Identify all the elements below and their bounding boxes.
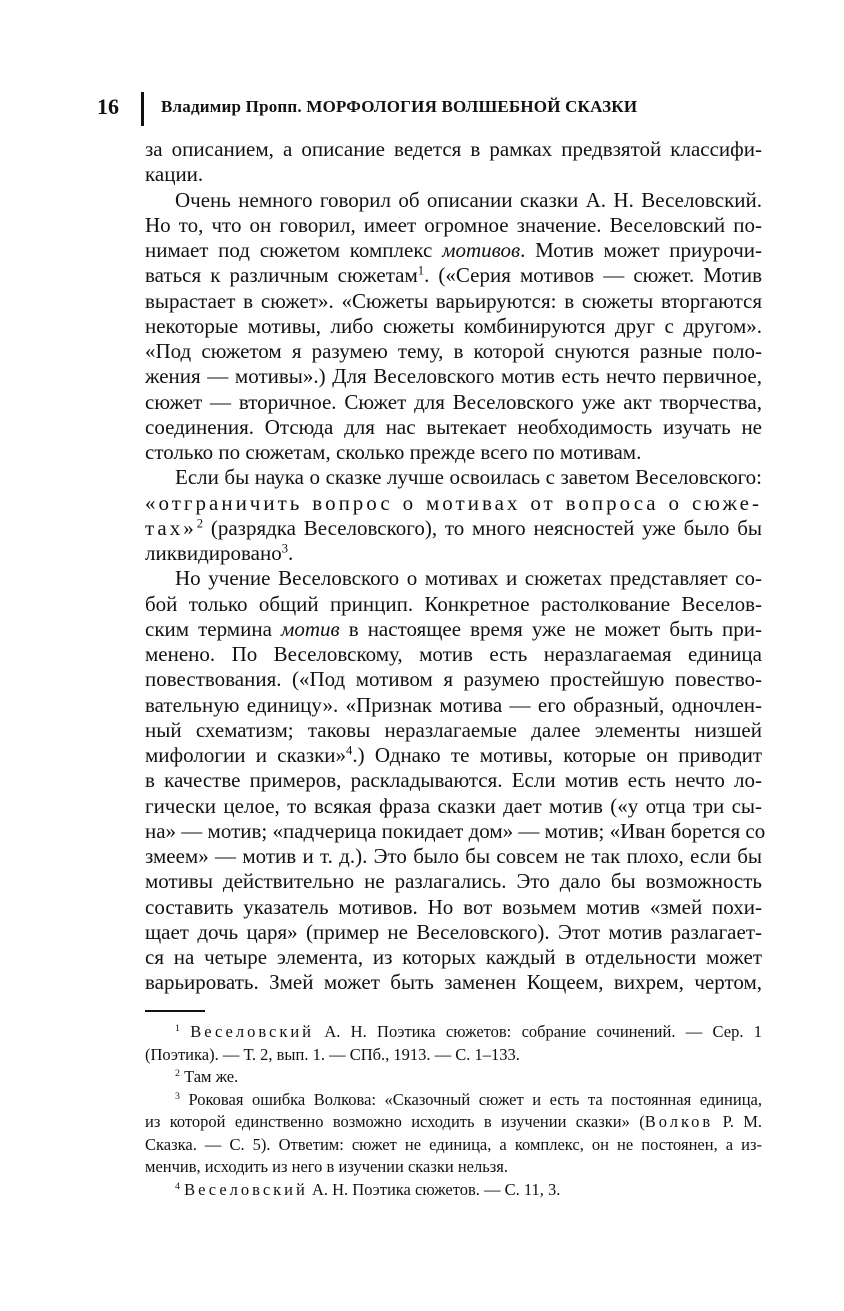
text-line <box>145 137 762 162</box>
footnote-marker: 4 <box>346 743 353 758</box>
footnote-marker: 2 <box>196 516 204 531</box>
text-segment: соединения. Отсюда для нас вытекает необходимость изучать не <box>145 414 762 439</box>
spaced-text: «отграничить вопрос о мотивах от вопроса о сюже- <box>145 490 762 515</box>
text-line <box>145 415 762 440</box>
text-segment: (Поэтика). — Т. 2, вып. 1. — СПб., 1913. — С. 1–133. <box>145 1044 520 1064</box>
footnote-line <box>145 1179 762 1202</box>
text-line <box>145 390 762 415</box>
spaced-text: Волков <box>644 1112 714 1131</box>
text-segment: Но учение Веселовского о мотивах и сюжетах представляет со- <box>175 566 762 591</box>
text-segment: ся на четыре элемента, из которых каждый в отдельности может <box>145 945 762 969</box>
text-segment: Там же. <box>179 1067 239 1086</box>
text-line <box>145 693 762 718</box>
text-segment: . («Серия мотивов — сюжет. Мотив <box>424 263 763 288</box>
text-segment: нимает под сюжетом комплекс <box>145 238 443 262</box>
text-segment: повествования. («Под мотивом я разумею простейшую повество- <box>145 667 762 692</box>
text-segment: на» — мотив; «падчерица покидает дом» — мотив; «Иван борется со <box>145 818 766 843</box>
text-line <box>145 743 762 768</box>
text-segment: Очень немного говорил об описании сказки А. Н. Веселовский. <box>175 187 762 212</box>
footnote-marker: 1 <box>417 263 425 278</box>
footnote-marker: 3 <box>175 1090 180 1102</box>
footnote-line <box>145 1156 762 1179</box>
text-segment: вырастает в сюжет». «Сюжеты варьируются: в сюжеты вторгаются <box>145 288 762 313</box>
text-segment: Роковая ошибка Волкова: «Сказочный сюжет и есть та постоянная единица, <box>179 1089 762 1109</box>
text-line <box>145 238 762 263</box>
text-segment: А. Н. Поэтика сюжетов. — С. 11, 3. <box>307 1179 561 1199</box>
footnote-marker: 2 <box>175 1068 180 1080</box>
text-segment: менчив, исходить из него в изучении сказки нельзя. <box>145 1157 508 1176</box>
text-line <box>145 465 762 490</box>
page-number: 16 <box>97 94 119 119</box>
text-segment: .) Однако те мотивы, которые он приводит <box>352 743 762 767</box>
text-segment: из которой единственно возможно исходить в изучении сказки» ( <box>145 1112 645 1131</box>
text-line <box>145 162 762 187</box>
text-line <box>145 970 762 995</box>
text-line <box>145 566 762 591</box>
text-segment: «Под сюжетом я разумею тему, в которой снуются разные поло- <box>145 339 762 363</box>
text-segment: щает дочь царя» (пример не Веселовского). Этот мотив разлагает- <box>145 919 762 944</box>
text-segment: кации. <box>145 162 204 187</box>
text-segment: некоторые мотивы, либо сюжеты комбинируются друг с другом». <box>145 313 762 338</box>
text-line <box>145 617 762 642</box>
spaced-text: Веселовский <box>190 1022 315 1041</box>
text-segment: гически целое, то всякая фраза сказки дает мотив («у отца три сы- <box>145 793 762 818</box>
text-segment: Если бы наука о сказке лучше освоилась с заветом Веселовского: <box>175 465 762 490</box>
text-line <box>145 768 762 793</box>
footnote-line <box>145 1044 762 1067</box>
text-segment: варьировать. Змей может быть заменен Кощеем, вихрем, чертом, <box>145 970 762 995</box>
text-line <box>145 592 762 617</box>
text-line <box>145 213 762 238</box>
emphasis-text: мотивов <box>442 238 521 262</box>
text-line <box>145 818 766 844</box>
text-segment: ликвидировано <box>145 541 282 565</box>
text-segment: столько по сюжетам, сколько прежде всего по мотивам. <box>145 440 642 464</box>
text-segment: жения — мотивы».) Для Веселовского мотив есть нечто первичное, <box>145 364 762 389</box>
text-segment: Сказка. — С. 5). Ответим: сюжет не единица, а комплекс, он не постоянен, а из- <box>145 1134 762 1154</box>
text-segment: составить указатель мотивов. Но вот возьмем мотив «змей похи- <box>145 894 762 919</box>
text-segment: ваться к различным сюжетам <box>145 263 418 288</box>
text-segment: мифологии и сказки» <box>145 743 347 767</box>
text-segment: ный схематизм; таковы неразлагаемые далее элементы низшей <box>145 717 762 742</box>
text-segment: Р. М. <box>713 1112 762 1131</box>
footnote-line <box>145 1066 762 1089</box>
text-segment: А. Н. Поэтика сюжетов: собрание сочинений. — Сер. 1 <box>314 1022 763 1041</box>
text-line <box>145 920 762 945</box>
text-line <box>145 364 762 389</box>
page-header <box>97 92 777 126</box>
body-text <box>145 137 766 996</box>
text-line <box>145 440 762 465</box>
text-line <box>145 718 762 743</box>
text-segment: . <box>288 541 294 565</box>
text-line <box>145 794 762 819</box>
text-line <box>145 541 762 566</box>
footnotes <box>145 1021 762 1201</box>
header-divider <box>141 92 144 126</box>
text-segment: Но то, что он говорил, имеет огромное значение. Веселовский по- <box>145 212 762 237</box>
text-line <box>145 895 762 920</box>
text-segment: ским термина <box>145 616 281 641</box>
text-line <box>145 869 762 894</box>
footnote-line <box>145 1089 762 1112</box>
text-segment: сюжет — вторичное. Сюжет для Веселовского уже акт творчества, <box>145 389 762 414</box>
footnote-rule <box>145 1010 205 1012</box>
text-line <box>145 491 762 516</box>
text-segment: . Мотив может приурочи- <box>520 238 762 262</box>
text-segment: змеем» — мотив и т. д.). Это было бы совсем не так плохо, если бы <box>145 844 762 868</box>
text-line <box>145 945 762 970</box>
text-segment: вательную единицу». «Признак мотива — его образный, одночлен- <box>145 692 762 717</box>
text-line <box>145 642 762 667</box>
text-segment <box>180 1022 190 1041</box>
spaced-text: тах» <box>145 515 197 540</box>
text-segment: в качестве примеров, раскладываются. Если мотив есть нечто ло- <box>145 768 762 793</box>
text-segment: менено. По Веселовскому, мотив есть неразлагаемая единица <box>145 642 762 666</box>
text-segment: бой только общий принцип. Конкретное растолкование Веселов- <box>145 591 762 616</box>
text-line <box>145 314 762 339</box>
footnote-line <box>145 1111 762 1134</box>
text-line <box>145 667 762 692</box>
footnote-marker: 1 <box>175 1023 180 1035</box>
footnote-marker: 4 <box>175 1180 180 1192</box>
emphasis-text: мотив <box>280 616 340 641</box>
footnote-line <box>145 1021 762 1044</box>
text-segment: мотивы действительно не разлагались. Это дало бы возможность <box>145 869 762 894</box>
text-line <box>145 263 762 288</box>
text-segment: в настоящее время уже не может быть при- <box>339 616 762 641</box>
text-line <box>145 516 762 541</box>
footnote-marker: 3 <box>281 541 288 556</box>
text-segment: (разрядка Веселовского), то много неясностей уже было бы <box>203 515 762 540</box>
spaced-text: Веселовский <box>184 1179 308 1199</box>
text-line <box>145 844 762 869</box>
running-title: Владимир Пропп. МОРФОЛОГИЯ ВОЛШЕБНОЙ СКАЗКИ <box>161 97 638 116</box>
text-line <box>145 289 762 314</box>
text-line <box>145 339 762 364</box>
text-line <box>145 188 762 213</box>
footnote-line <box>145 1134 762 1157</box>
text-segment: за описанием, а описание ведется в рамках предвзятой классифи- <box>145 137 762 161</box>
